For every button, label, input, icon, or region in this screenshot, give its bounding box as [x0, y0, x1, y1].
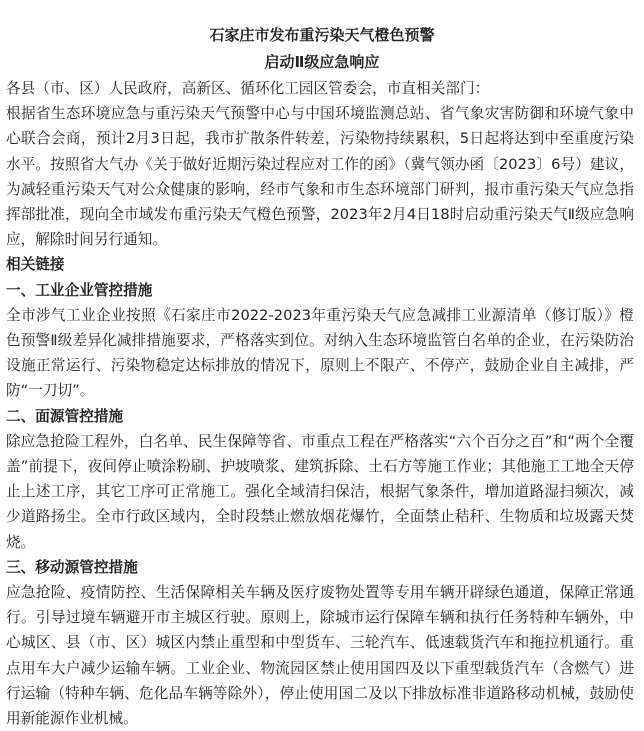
section-heading-area-source: 二、面源管控措施 [6, 407, 124, 425]
section-heading-mobile-source: 三、移动源管控措施 [6, 558, 138, 576]
section-heading-industrial: 一、工业企业管控措施 [6, 281, 153, 299]
salutation: 各县（市、区）人民政府，高新区、循环化工园区管委会，市直相关部门： [6, 80, 490, 97]
related-links-heading: 相关链接 [6, 256, 65, 274]
section-text-industrial: 全市涉气工业企业按照《石家庄市2022-2023年重污染天气应急减排工业源清单（修订版）》橙色预警Ⅱ级差异化减排措施要求，严格落实到位。对纳入生态环境监管白名单的企业，在污染防治设施正常运行、污染物稳定达标排放的情况下，原则上不限产、不停产，鼓励企业自主减排，严防“一刀切”。 [6, 306, 634, 400]
section-text-area-source: 除应急抢险工程外，白名单、民生保障等省、市重点工程在严格落实“六个百分之百”和“两个全覆盖”前提下，夜间停止喷涂粉刷、护坡喷浆、建筑拆除、土石方等施工作业；其他施工工地全天停止上述工序，其它工序可正常施工。强化全域清扫保洁，根据气象条件，增加道路湿扫频次，减少道路扬尘。全市行政区域内，全时段禁止燃放烟花爆竹，全面禁止秸秆、生物质和垃圾露天焚烧。 [6, 432, 634, 551]
paragraph-announcement: 根据省生态环境应急与重污染天气预警中心与中国环境监测总站、省气象灾害防御和环境气象中心联合会商，预计2月3日起，我市扩散条件转差，污染物持续累积，5日起将达到中至重度污染水平。按照省大气办《关于做好近期污染过程应对工作的函》（冀气领办函〔2023〕6号）建议，为减轻重污染天气对公众健康的影响，经市气象和市生态环境部门研判，报市重污染天气应急指挥部批准，现向全市域发布重污染天气橙色预警，2023年2月4日18时启动重污染天气Ⅱ级应急响应，解除时间另行通知。 [6, 105, 635, 249]
section-text-mobile-source: 应急抢险、疫情防控、生活保障相关车辆及医疗废物处置等专用车辆开辟绿色通道，保障正常通行。引导过境车辆避开市主城区行驶。原则上，除城市运行保障车辆和执行任务特种车辆外，中心城区、县（市、区）城区内禁止重型和中型货车、三轮汽车、低速载货汽车和拖拉机通行。重点用车大户减少运输车辆。工业企业、物流园区禁止使用国四及以下重型载货汽车（含燃气）进行运输（特种车辆、危化品车辆等除外），停止使用国二及以下排放标准非道路移动机械，鼓励使用新能源作业机械。 [6, 584, 634, 728]
document-subtitle: 启动Ⅱ级应急响应 [264, 53, 380, 71]
document-body [0, 76, 644, 731]
document-title: 石家庄市发布重污染天气橙色预警 [209, 26, 435, 44]
